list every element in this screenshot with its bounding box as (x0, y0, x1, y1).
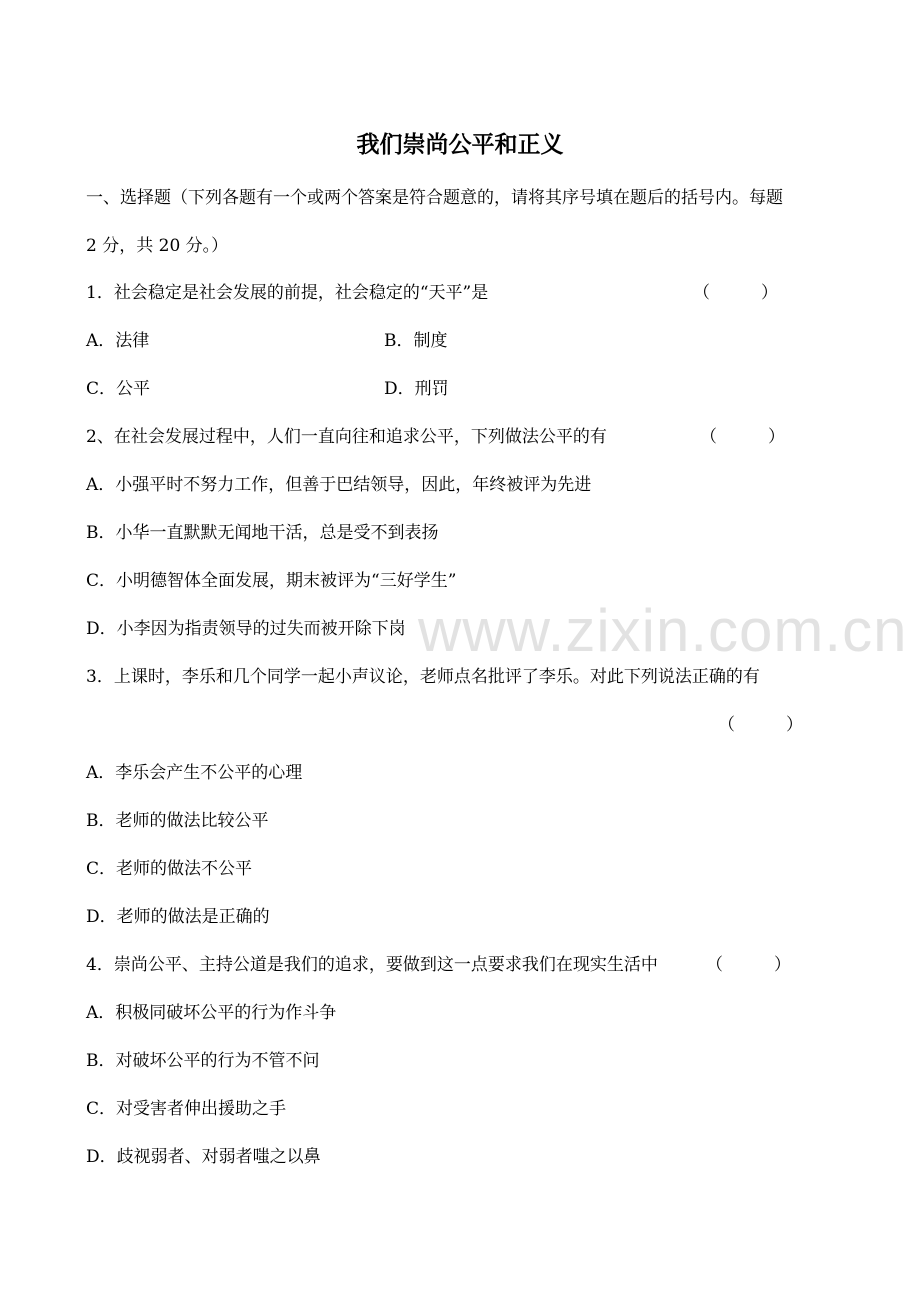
question-3-option-c: C．老师的做法不公平 (86, 859, 253, 879)
question-3-answer-parens: （ ） (718, 715, 803, 735)
section-instructions-line2: 2 分，共 20 分。） (86, 236, 229, 256)
question-1-stem: 1．社会稳定是社会发展的前提，社会稳定的“天平”是 (86, 283, 489, 303)
question-4-option-a: A．积极同破坏公平的行为作斗争 (86, 1003, 337, 1023)
question-2-option-d: D．小李因为指责领导的过失而被开除下岗 (86, 619, 406, 639)
question-2-answer-parens: （ ） (700, 427, 785, 447)
question-2-option-b: B．小华一直默默无闻地干活，总是受不到表扬 (86, 523, 439, 543)
question-1-answer-parens: （ ） (693, 283, 778, 303)
question-4-option-b: B．对破坏公平的行为不管不问 (86, 1051, 320, 1071)
question-2-stem: 2、在社会发展过程中，人们一直向往和追求公平，下列做法公平的有 (86, 427, 607, 447)
question-3-option-d: D．老师的做法是正确的 (86, 907, 270, 927)
section-instructions-line1: 一、选择题（下列各题有一个或两个答案是符合题意的，请将其序号填在题后的括号内。每题 (86, 188, 783, 208)
question-1-option-a: A．法律 (86, 331, 150, 351)
question-4-option-d: D．歧视弱者、对弱者嗤之以鼻 (86, 1147, 321, 1167)
question-4-stem: 4．崇尚公平、主持公道是我们的追求，要做到这一点要求我们在现实生活中 (86, 955, 658, 975)
question-3-stem: 3．上课时，李乐和几个同学一起小声议论，老师点名批评了李乐。对此下列说法正确的有 (86, 667, 760, 687)
watermark: www.zixin.com.cn (418, 597, 908, 664)
question-1-option-d: D．刑罚 (384, 379, 449, 399)
document-title: 我们崇尚公平和正义 (356, 131, 564, 158)
question-2-option-c: C．小明德智体全面发展，期末被评为“三好学生” (86, 571, 457, 591)
question-3-option-a: A．李乐会产生不公平的心理 (86, 763, 303, 783)
question-4-answer-parens: （ ） (706, 955, 791, 975)
question-4-option-c: C．对受害者伸出援助之手 (86, 1099, 287, 1119)
question-2-option-a: A．小强平时不努力工作，但善于巴结领导，因此，年终被评为先进 (86, 475, 592, 495)
question-1-option-b: B．制度 (384, 331, 448, 351)
question-1-option-c: C．公平 (86, 379, 151, 399)
question-3-option-b: B．老师的做法比较公平 (86, 811, 269, 831)
